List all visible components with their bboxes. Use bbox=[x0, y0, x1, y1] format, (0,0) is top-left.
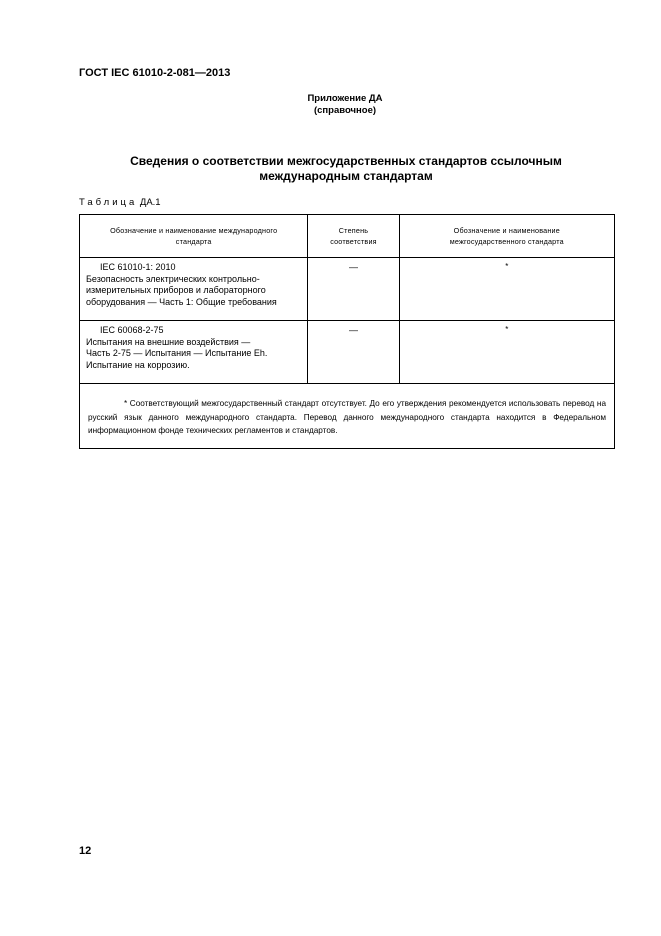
footnote-text: * Соответствующий межгосударственный стандарт отсутствует. До его утверждения рекомендуется использовать перевод на русский язык данного международного стандарта. Перевод данного международного стандарта находится в Федеральном информационном фонде технических регламентов и стандартов. bbox=[88, 399, 606, 435]
standard-name-line: Безопасность электрических контрольно- bbox=[86, 273, 260, 284]
international-standard-cell bbox=[80, 258, 308, 321]
standard-name-line: оборудования — Часть 1: Общие требования bbox=[86, 296, 277, 307]
appendix-subtitle: (справочное) bbox=[313, 105, 377, 116]
standard-name-line: Испытания на внешние воздействия — bbox=[86, 336, 251, 347]
standard-name-line: Испытание на коррозию. bbox=[86, 359, 190, 370]
table-caption-word: Таблица bbox=[79, 197, 138, 208]
header-degree bbox=[308, 215, 399, 258]
table-footnote bbox=[80, 384, 615, 449]
header-line: Обозначение и наименование международного bbox=[110, 226, 278, 235]
header-line: стандарта bbox=[175, 237, 212, 246]
header-line: соответствия bbox=[330, 237, 377, 246]
section-title-line-2: международным стандартам bbox=[259, 168, 433, 183]
standard-code: IEC 60068-2-75 bbox=[100, 325, 164, 335]
appendix-heading bbox=[200, 93, 490, 117]
section-title-line-1: Сведения о соответствии межгосударственных стандартов ссылочным bbox=[130, 154, 562, 168]
interstate-standard-cell: * bbox=[399, 321, 614, 384]
appendix-title: Приложение ДА bbox=[307, 93, 383, 104]
table-caption-id: ДА.1 bbox=[139, 197, 161, 208]
header-line: Обозначение и наименование bbox=[453, 226, 560, 235]
header-interstate-standard bbox=[399, 215, 614, 258]
document-header: ГОСТ IEC 61010-2-081—2013 bbox=[79, 67, 231, 79]
standard-name-line: измерительных приборов и лабораторного bbox=[86, 285, 266, 295]
table-header-row bbox=[80, 215, 615, 258]
table-row bbox=[80, 258, 615, 321]
degree-cell: — bbox=[308, 258, 399, 321]
header-line: Степень bbox=[338, 226, 369, 235]
international-standard-cell bbox=[80, 321, 308, 384]
degree-cell: — bbox=[308, 321, 399, 384]
correspondence-table bbox=[79, 214, 615, 449]
table-row bbox=[80, 321, 615, 384]
standard-name-line: Часть 2-75 — Испытания — Испытание Eh. bbox=[86, 348, 268, 358]
standard-code: IEC 61010-1: 2010 bbox=[100, 262, 176, 272]
header-international-standard bbox=[80, 215, 308, 258]
table-caption bbox=[79, 197, 161, 208]
section-title bbox=[79, 154, 613, 183]
interstate-standard-cell: * bbox=[399, 258, 614, 321]
header-line: межгосударственного стандарта bbox=[449, 237, 564, 246]
table-footnote-row bbox=[80, 384, 615, 449]
page-number: 12 bbox=[79, 845, 92, 857]
